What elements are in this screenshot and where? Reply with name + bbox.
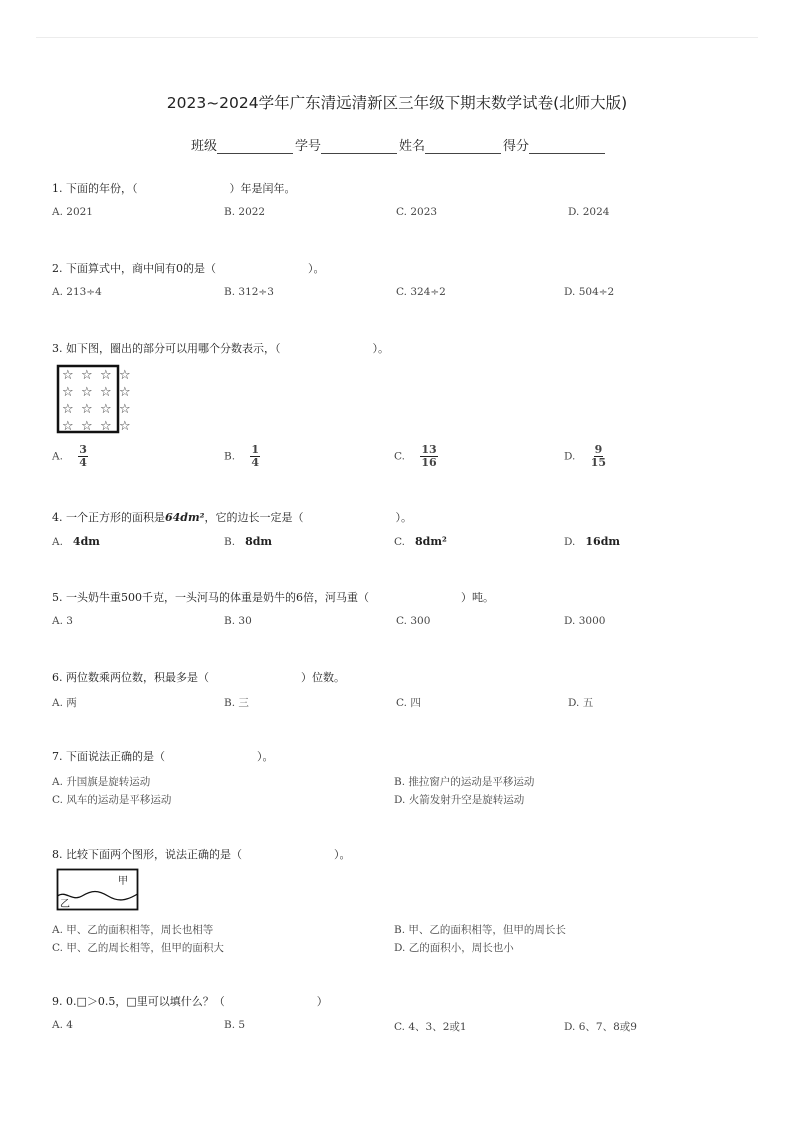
q4-stem-mid: ，它的边长一定是（ <box>204 511 304 524</box>
fraction-denominator: 4 <box>251 456 260 469</box>
q4-option-c-value: 8dm² <box>415 535 447 548</box>
q2-option-c[interactable]: C. 324÷2 <box>396 286 446 298</box>
q2-stem-end: ）。 <box>308 262 325 275</box>
q3-option-a-fraction <box>78 444 88 469</box>
q6-option-d[interactable]: D. 五 <box>568 697 594 709</box>
q3-option-a[interactable] <box>52 444 88 469</box>
q7-option-a[interactable]: A. 升国旗是旋转运动 <box>52 776 151 788</box>
q4-option-b[interactable] <box>224 535 272 548</box>
star-icon: ☆ <box>100 368 112 383</box>
star-icon: ☆ <box>100 385 112 400</box>
question-9 <box>52 993 328 1009</box>
q4-option-d-value: 16dm <box>585 535 621 548</box>
q8-stem: 8. 比较下面两个图形，说法正确的是（ <box>52 848 242 861</box>
q2-option-b[interactable]: B. 312÷3 <box>224 286 274 298</box>
star-icon: ☆ <box>62 419 74 434</box>
q7-option-c[interactable]: C. 风车的运动是平移运动 <box>52 794 172 806</box>
q5-stem: 5. 一头奶牛重500千克，一头河马的体重是奶牛的6倍，河马重（ <box>52 591 369 604</box>
q3-stem: 3. 如下图，圈出的部分可以用哪个分数表示，（ <box>52 342 281 355</box>
q3-option-a-letter: A. <box>52 450 63 463</box>
info-name-blank[interactable] <box>425 139 501 154</box>
q5-option-a[interactable]: A. 3 <box>52 615 73 627</box>
star-icon: ☆ <box>81 368 93 383</box>
fraction-denominator: 4 <box>79 456 87 469</box>
question-5 <box>52 589 494 605</box>
q5-option-c[interactable]: C. 300 <box>396 615 431 627</box>
q7-option-b[interactable]: B. 推拉窗户的运动是平移运动 <box>394 776 535 788</box>
q3-option-b-fraction <box>250 444 260 469</box>
star-icon: ☆ <box>100 402 112 417</box>
label-jia: 甲 <box>118 876 128 887</box>
q4-stem: 4. 一个正方形的面积是 <box>52 511 165 524</box>
star-icons <box>62 368 131 434</box>
q7-option-d[interactable]: D. 火箭发射升空是旋转运动 <box>394 794 525 806</box>
q8-option-c[interactable]: C. 甲、乙的周长相等，但甲的面积大 <box>52 942 224 954</box>
q9-stem-end: ） <box>316 995 328 1008</box>
q4-area-value: 64dm² <box>165 511 205 524</box>
q8-shape-figure <box>56 868 140 916</box>
q4-stem-end: ）。 <box>395 511 412 524</box>
q2-stem: 2. 下面算式中，商中间有0的是（ <box>52 262 216 275</box>
fraction-numerator: 3 <box>79 443 87 456</box>
q1-option-c[interactable]: C. 2023 <box>396 206 438 218</box>
star-icon: ☆ <box>81 402 93 417</box>
q6-stem-end: ）位数。 <box>301 671 345 684</box>
star-icon: ☆ <box>62 368 74 383</box>
q8-stem-end: ）。 <box>334 848 351 861</box>
q3-option-c[interactable] <box>394 444 438 469</box>
star-icon: ☆ <box>81 385 93 400</box>
q4-option-a[interactable] <box>52 535 100 548</box>
q9-option-a[interactable]: A. 4 <box>52 1019 73 1031</box>
q7-stem-end: ）。 <box>257 750 274 763</box>
question-7 <box>52 748 274 764</box>
q3-stem-end: ）。 <box>372 342 389 355</box>
q4-option-a-value: 4dm <box>72 535 100 548</box>
q3-option-b[interactable] <box>224 444 260 469</box>
q6-option-a[interactable]: A. 两 <box>52 697 77 709</box>
q1-option-b[interactable]: B. 2022 <box>224 206 266 218</box>
fraction-numerator: 1 <box>251 443 260 456</box>
info-class-blank[interactable] <box>217 139 293 154</box>
info-class-label: 班级 <box>191 139 218 154</box>
fraction-denominator: 16 <box>421 456 437 469</box>
q4-option-a-letter: A. <box>52 536 63 548</box>
star-icon: ☆ <box>62 402 74 417</box>
q5-option-d[interactable]: D. 3000 <box>564 615 606 627</box>
q2-option-a[interactable]: A. 213÷4 <box>52 286 102 298</box>
star-icon: ☆ <box>119 368 131 383</box>
q3-option-d-letter: D. <box>564 450 576 463</box>
q9-option-d[interactable]: D. 6、7、8或9 <box>564 1021 637 1033</box>
q9-option-b[interactable]: B. 5 <box>224 1019 246 1031</box>
q8-option-d[interactable]: D. 乙的面积小，周长也小 <box>394 942 514 954</box>
fraction-numerator: 13 <box>421 443 437 456</box>
q3-option-c-fraction <box>420 444 437 469</box>
label-yi: 乙 <box>60 899 70 910</box>
star-grid-diagram <box>56 364 142 436</box>
question-1 <box>52 180 296 196</box>
q5-stem-end: ）吨。 <box>460 591 494 604</box>
info-name-label: 姓名 <box>399 139 426 154</box>
q9-option-c[interactable]: C. 4、3、2或1 <box>394 1021 467 1033</box>
star-icon: ☆ <box>119 419 131 434</box>
q3-star-figure <box>56 364 142 440</box>
question-3 <box>52 340 389 356</box>
question-8 <box>52 846 351 862</box>
star-icon: ☆ <box>100 419 112 434</box>
q1-stem-end: ）年是闰年。 <box>229 182 296 195</box>
q4-option-b-letter: B. <box>224 536 236 548</box>
info-id-label: 学号 <box>295 139 322 154</box>
question-6 <box>52 669 345 685</box>
student-info-line <box>191 135 607 154</box>
q9-stem: 9. 0.□＞0.5，□里可以填什么？（ <box>52 995 225 1008</box>
q5-option-b[interactable]: B. 30 <box>224 615 252 627</box>
q4-option-b-value: 8dm <box>245 535 273 548</box>
question-4 <box>52 509 412 525</box>
q3-option-d[interactable] <box>564 444 606 469</box>
star-icon: ☆ <box>62 385 74 400</box>
q6-option-c[interactable]: C. 四 <box>396 697 421 709</box>
q4-option-d-letter: D. <box>564 536 576 548</box>
q4-option-c[interactable] <box>394 535 447 548</box>
q1-option-a[interactable]: A. 2021 <box>52 206 93 218</box>
info-id-blank[interactable] <box>321 139 397 154</box>
page-title: 2023~2024学年广东清远清新区三年级下期末数学试卷(北师大版) <box>166 94 628 112</box>
q1-stem: 1. 下面的年份，（ <box>52 182 138 195</box>
info-score-blank[interactable] <box>529 139 605 154</box>
star-icon: ☆ <box>119 385 131 400</box>
q3-option-d-fraction <box>591 444 606 469</box>
q1-option-d[interactable]: D. 2024 <box>568 206 610 218</box>
jia-yi-diagram <box>56 868 140 912</box>
q2-option-d[interactable]: D. 504÷2 <box>564 286 615 298</box>
star-icon: ☆ <box>81 419 93 434</box>
q7-stem: 7. 下面说法正确的是（ <box>52 750 165 763</box>
star-icon: ☆ <box>119 402 131 417</box>
question-2 <box>52 260 325 276</box>
info-score-label: 得分 <box>503 139 530 154</box>
q4-option-d[interactable] <box>564 535 620 548</box>
q3-option-b-letter: B. <box>224 450 236 463</box>
fraction-numerator: 9 <box>594 443 603 456</box>
q3-option-c-letter: C. <box>394 450 405 463</box>
fraction-denominator: 15 <box>590 456 607 469</box>
q4-option-c-letter: C. <box>394 536 405 548</box>
q8-option-b[interactable]: B. 甲、乙的面积相等，但甲的周长长 <box>394 924 566 936</box>
q6-stem: 6. 两位数乘两位数，积最多是（ <box>52 671 209 684</box>
q8-option-a[interactable]: A. 甲、乙的面积相等，周长也相等 <box>52 924 214 936</box>
header-divider <box>36 37 758 38</box>
q6-option-b[interactable]: B. 三 <box>224 697 249 709</box>
